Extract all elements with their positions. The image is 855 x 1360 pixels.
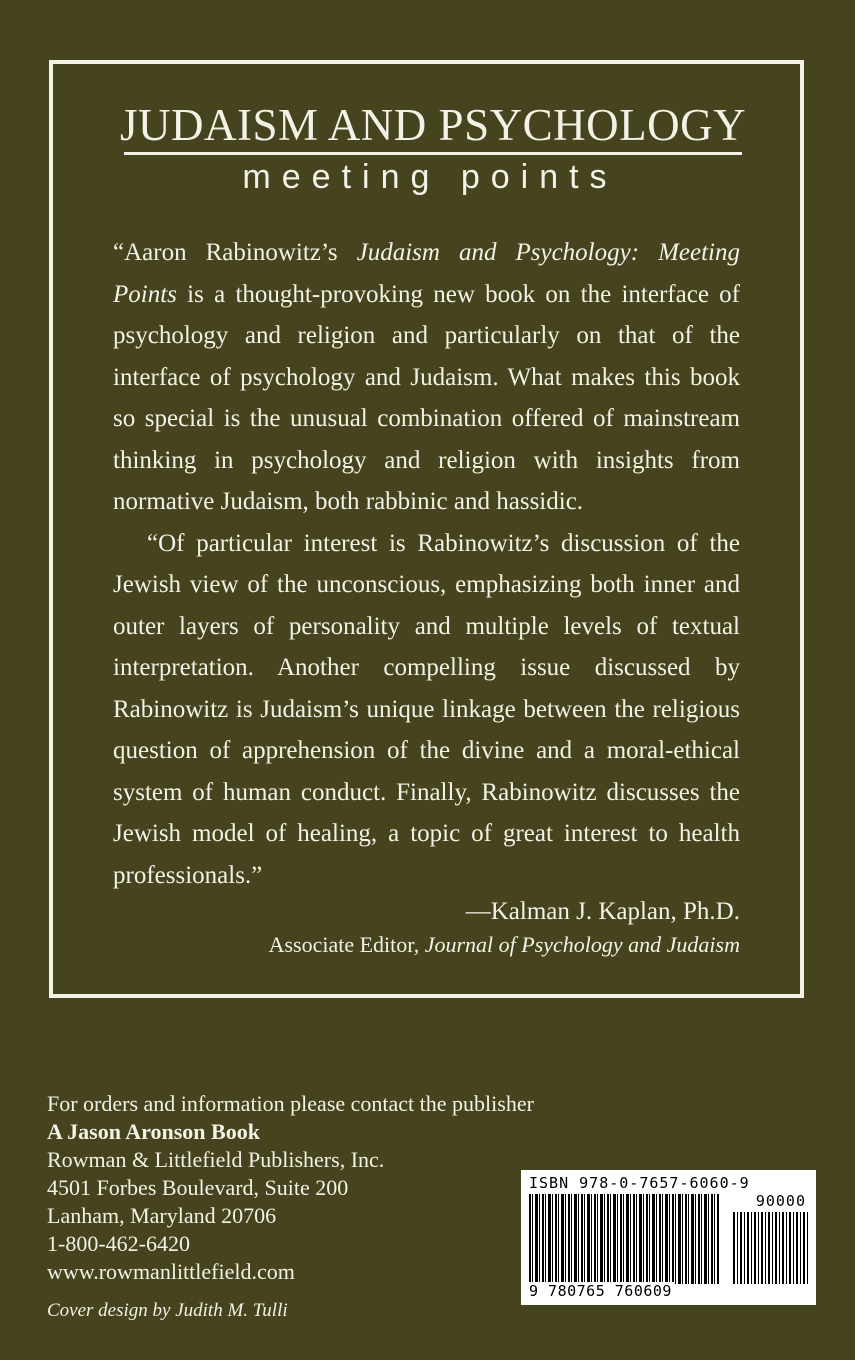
reviewer-journal: Journal of Psychology and Judaism (424, 932, 740, 957)
publisher-info (47, 1090, 534, 1286)
quote-paragraph-1 (113, 232, 740, 523)
ean-digits: 9 780765 760609 (529, 1282, 672, 1300)
publisher-street: 4501 Forbes Boulevard, Suite 200 (47, 1175, 349, 1200)
publisher-website: www.rowmanlittlefield.com (47, 1259, 295, 1284)
publisher-name: Rowman & Littlefield Publishers, Inc. (47, 1147, 385, 1172)
isbn-barcode (521, 1170, 816, 1305)
book-subtitle: meeting points (242, 158, 618, 196)
reviewer-role-text: Associate Editor, (268, 932, 425, 957)
price-addon: 90000 (755, 1192, 806, 1210)
isbn-label: ISBN 978-0-7657-6060-9 (529, 1174, 750, 1192)
book-title: JUDAISM AND PSYCHOLOGY (120, 100, 747, 150)
cover-credit: Cover design by Judith M. Tulli (47, 1300, 288, 1321)
quote-book-title: Judaism and Psychology: Meeting Points (113, 239, 741, 308)
title-rule (124, 152, 742, 155)
quote-rest: is a thought-provoking new book on the interface of psychology and religion and particularly on that of the interface of psychology and Judaism. What makes this book so special is the unusual combination offered of mainstream thinking in psychology and religion with insights from normative Judaism, both rabbinic and hassidic. (113, 280, 740, 515)
barcode-bars-icon (529, 1194, 719, 1284)
quote-lead: “Aaron Rabinowitz’s (113, 239, 357, 266)
reviewer-name: —Kalman J. Kaplan, Ph.D. (465, 898, 740, 925)
quote-paragraph-2: “Of particular interest is Rabinowitz’s discussion of the Jewish view of the unconscious, emphasizing both inner and outer layers of personality and multiple levels of textual interpretation. Another compelling issue discussed by Rabinowitz is Judaism’s unique linkage between the religious question of apprehension of the divine and a moral-ethical system of human conduct. Finally, Rabinowitz discusses the Jewish model of healing, a topic of great interest to health professionals.” (113, 529, 740, 889)
addon-bars-icon (733, 1212, 809, 1284)
review-quote (113, 232, 740, 896)
publisher-city: Lanham, Maryland 20706 (47, 1203, 277, 1228)
publisher-phone: 1-800-462-6420 (47, 1231, 190, 1256)
imprint: A Jason Aronson Book (47, 1119, 260, 1144)
contact-line: For orders and information please contact the publisher (47, 1091, 534, 1116)
reviewer-role (113, 932, 740, 958)
